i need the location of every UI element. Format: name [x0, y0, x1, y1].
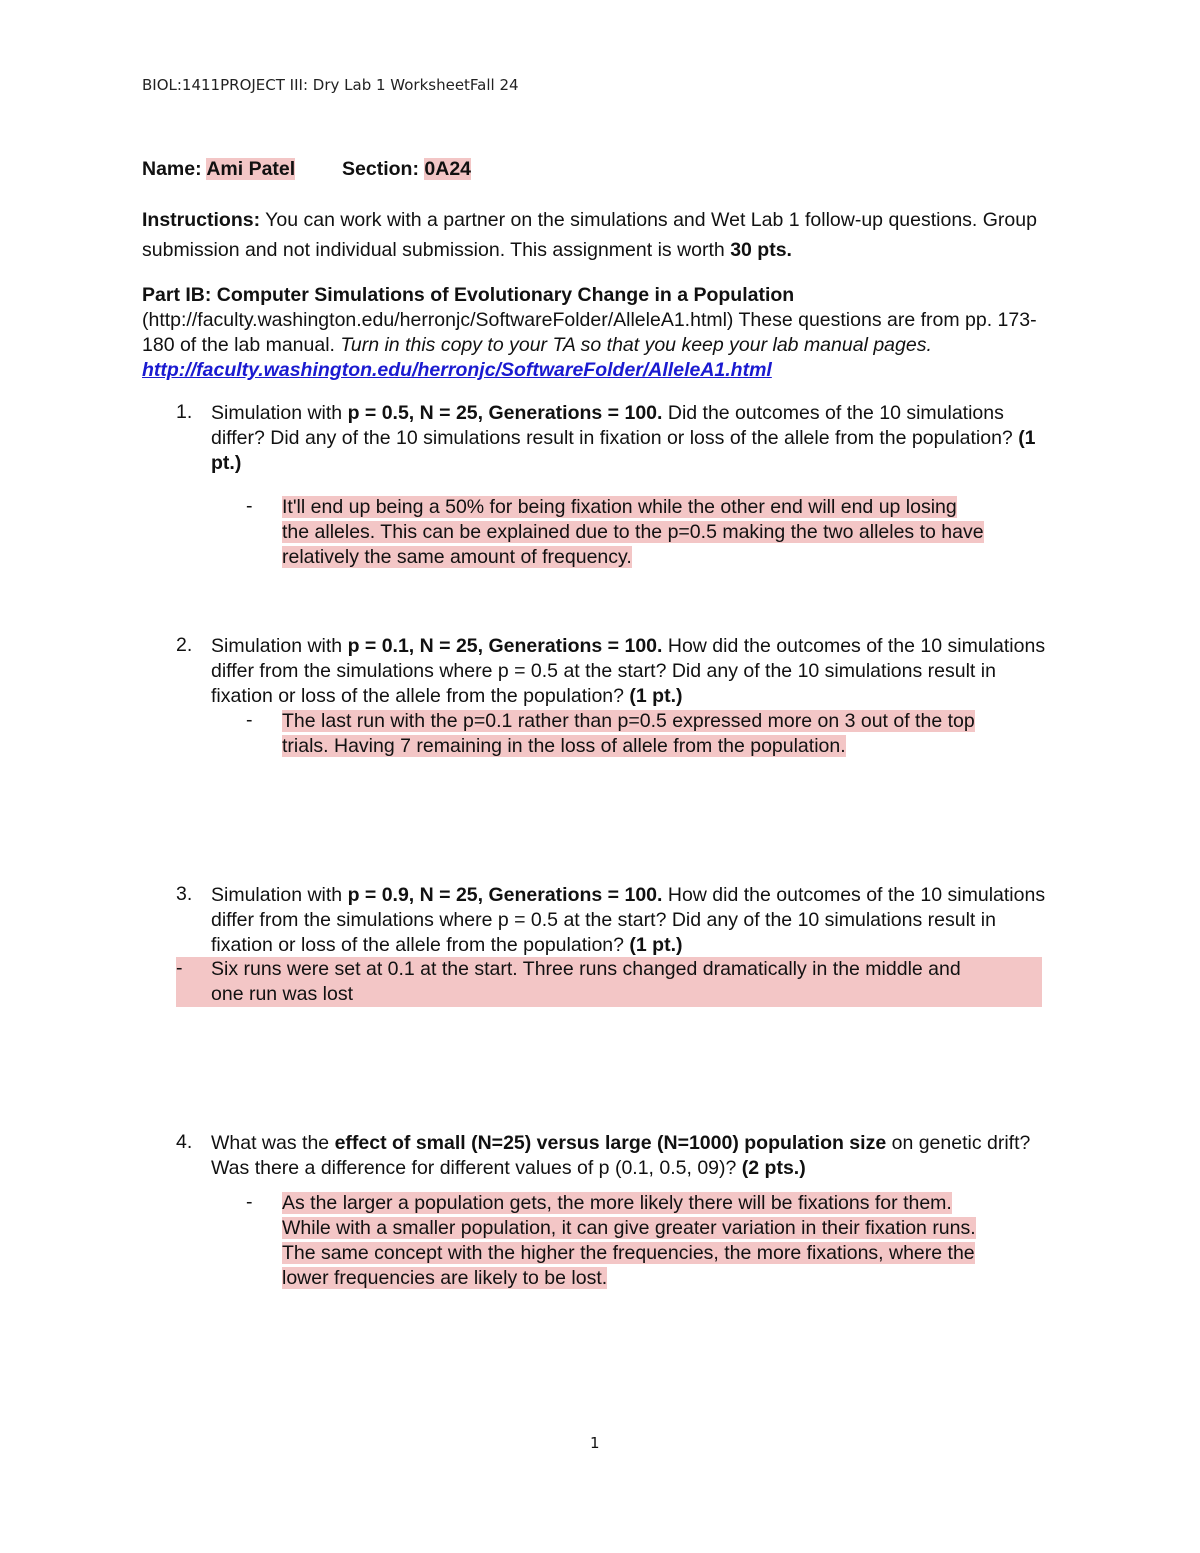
part-italic-note: Turn in this copy to your TA so that you keep your lab manual pages.: [340, 334, 932, 356]
instructions-text: You can work with a partner on the simulations and Wet Lab 1 follow-up questions. Group submission and not individual submission. This assignment is worth: [142, 209, 1037, 261]
question-4: [211, 1131, 1051, 1181]
question-3: [211, 883, 1051, 958]
instructions-label: Instructions:: [142, 209, 261, 231]
answer-3: [211, 957, 961, 1007]
answer-marker: -: [246, 709, 253, 731]
answer-line: the alleles. This can be explained due to the p=0.5 making the two alleles to have: [282, 521, 984, 543]
answer-line: While with a smaller population, it can give greater variation in their fixation runs.: [282, 1217, 976, 1239]
question-number: 3.: [176, 883, 193, 905]
answer-marker: -: [246, 495, 253, 517]
question-number: 1.: [176, 401, 193, 423]
student-info: [142, 158, 471, 181]
question-number: 2.: [176, 634, 193, 656]
answer-line: lower frequencies are likely to be lost.: [282, 1267, 608, 1289]
question-text: How did the outcomes of the 10 simulations differ from the simulations where p = 0.5 at the start? Did any of the 10 simulations result in fixation or loss of the allele from the population?: [211, 884, 1046, 956]
instructions: [142, 205, 1042, 265]
instructions-points: 30 pts.: [730, 239, 792, 261]
question-text: Did the outcomes of the 10 simulations differ? Did any of the 10 simulations result in fixation or loss of the allele from the population?: [211, 402, 1013, 449]
question-text: Simulation with: [211, 635, 343, 657]
question-points: (2 pts.): [741, 1157, 806, 1179]
question-text: How did the outcomes of the 10 simulations differ from the simulations where p = 0.5 at the start? Did any of the 10 simulations result in fixation or loss of the allele from the population?: [211, 635, 1046, 707]
page-header: BIOL:1411PROJECT III: Dry Lab 1 WorksheetFall 24: [142, 76, 519, 94]
question-number: 4.: [176, 1131, 193, 1153]
answer-line: As the larger a population gets, the more likely there will be fixations for them.: [282, 1192, 952, 1214]
name-label: Name:: [142, 158, 202, 180]
simulation-link[interactable]: http://faculty.washington.edu/herronjc/SoftwareFolder/AlleleA1.html: [142, 359, 772, 381]
section-label: Section:: [342, 158, 419, 180]
answer-2: [282, 709, 975, 759]
answer-marker: -: [176, 957, 183, 979]
page-number: 1: [590, 1434, 600, 1452]
answer-4: [282, 1191, 976, 1291]
question-points: (1 pt.): [629, 934, 683, 956]
question-text: Simulation with: [211, 402, 343, 424]
part-title: Part IB: Computer Simulations of Evolutionary Change in a Population: [142, 284, 795, 306]
answer-line: one run was lost: [211, 983, 353, 1005]
answer-line: Six runs were set at 0.1 at the start. Three runs changed dramatically in the middle and: [211, 958, 961, 980]
part-section: [142, 283, 1062, 383]
question-points: (1 pt.): [211, 427, 1036, 474]
answer-line: trials. Having 7 remaining in the loss of allele from the population.: [282, 735, 846, 757]
answer-line: relatively the same amount of frequency.: [282, 546, 632, 568]
question-text: Simulation with: [211, 884, 343, 906]
question-params: p = 0.5, N = 25, Generations = 100.: [347, 402, 663, 424]
part-text: (http://faculty.washington.edu/herronjc/SoftwareFolder/AlleleA1.html) These questions are from pp. 173-180 of the lab manual.: [142, 309, 1037, 356]
question-text: on genetic drift? Was there a difference for different values of p (0.1, 0.5, 09)?: [211, 1132, 1031, 1179]
section-value: 0A24: [424, 158, 472, 180]
question-points: (1 pt.): [629, 685, 683, 707]
answer-line: The same concept with the higher the frequencies, the more fixations, where the: [282, 1242, 975, 1264]
question-params: p = 0.1, N = 25, Generations = 100.: [347, 635, 663, 657]
answer-line: The last run with the p=0.1 rather than p=0.5 expressed more on 3 out of the top: [282, 710, 975, 732]
name-value: Ami Patel: [206, 158, 296, 180]
answer-1: [282, 495, 984, 570]
question-params: effect of small (N=25) versus large (N=1000) population size: [334, 1132, 887, 1154]
question-text: What was the: [211, 1132, 330, 1154]
answer-marker: -: [246, 1191, 253, 1213]
answer-line: It'll end up being a 50% for being fixation while the other end will end up losing: [282, 496, 957, 518]
question-2: [211, 634, 1051, 709]
question-params: p = 0.9, N = 25, Generations = 100.: [347, 884, 663, 906]
question-1: [211, 401, 1051, 476]
